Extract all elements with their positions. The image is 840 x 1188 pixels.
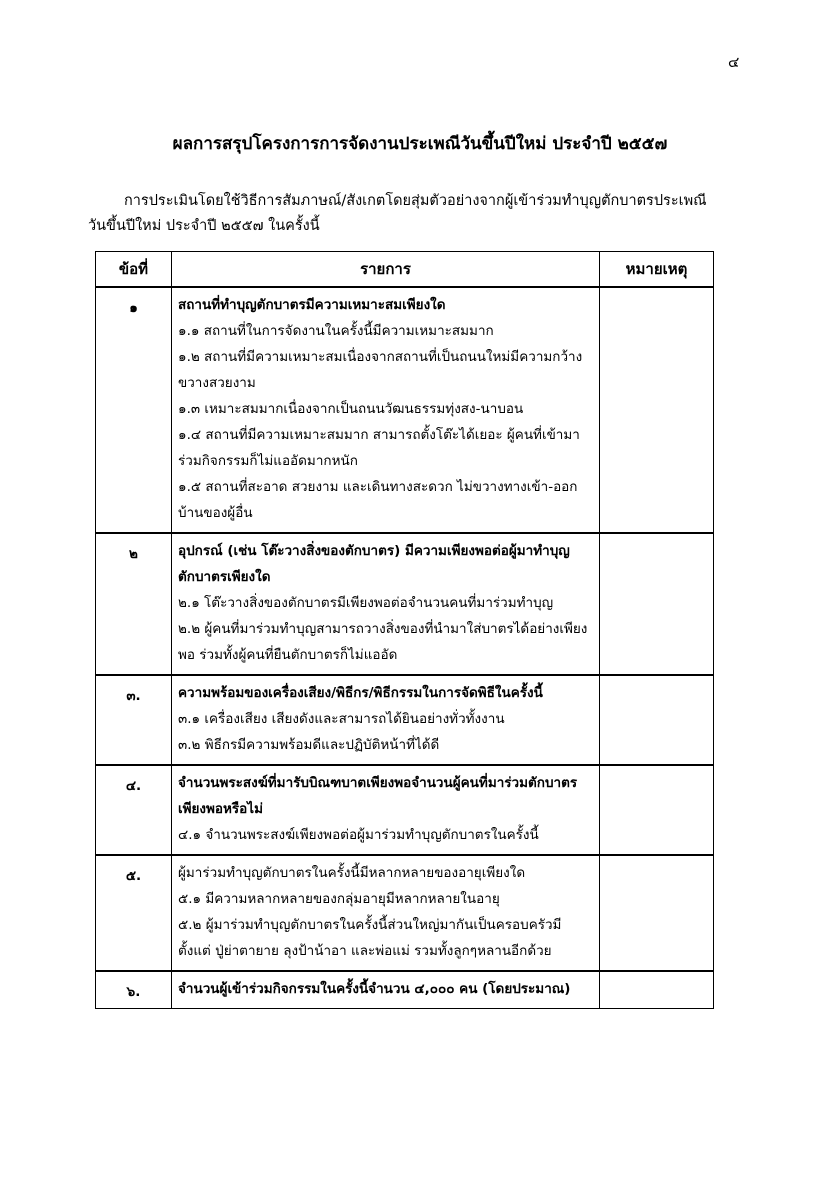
table-row <box>96 533 714 675</box>
row-sub-item: ๑.๒ สถานที่มีความเหมาะสมเนื่องจากสถานที่เป็นถนนใหม่มีความกว้างขวางสวยงาม <box>178 349 583 391</box>
table-header-row <box>96 252 714 288</box>
row-sub-item: ๑.๕ สถานที่สะอาด สวยงาม และเดินทางสะดวก ไม่ขวางทางเข้า-ออกบ้านของผู้อื่น <box>178 479 578 521</box>
row-item <box>172 533 600 675</box>
row-heading: อุปกรณ์ (เช่น โต๊ะวางสิ่งของตักบาตร) มีความเพียงพอต่อผู้มาทำบุญตักบาตรเพียงใด <box>178 543 570 585</box>
row-number: ๖. <box>96 971 172 1009</box>
table-row <box>96 765 714 855</box>
row-number: ๑ <box>96 287 172 533</box>
page-number: ๔ <box>728 53 740 71</box>
row-sub-item: ๕.๑ มีความหลากหลายของกลุ่มอายุมีหลากหลายในอายุ <box>178 891 500 907</box>
row-heading: ผู้มาร่วมทำบุญตักบาตรในครั้งนี้มีหลากหลายของอายุเพียงใด <box>178 865 526 881</box>
document-title: ผลการสรุปโครงการการจัดงานประเพณีวันขึ้นปีใหม่ ประจำปี ๒๕๕๗ <box>172 134 668 154</box>
row-sub-item: ๒.๒ ผู้คนที่มาร่วมทำบุญสามารถวางสิ่งของที่นำมาใส่บาตรได้อย่างเพียงพอ ร่วมทั้งผู้คนที่ยืนตักบาตรก็ไม่แออัด <box>178 621 588 663</box>
table-row <box>96 971 714 1009</box>
row-item <box>172 765 600 855</box>
row-item <box>172 287 600 533</box>
row-note <box>600 287 714 533</box>
row-item <box>172 855 600 971</box>
row-note <box>600 855 714 971</box>
row-number: ๓. <box>96 675 172 765</box>
row-sub-item: ๓.๑ เครื่องเสียง เสียงดังและสามารถได้ยินอย่างทั่วทั้งงาน <box>178 711 505 727</box>
row-heading: จำนวนพระสงฆ์ที่มารับบิณฑบาตเพียงพอจำนวนผู้คนที่มาร่วมตักบาตรเพียงพอหรือไม่ <box>178 775 578 817</box>
row-heading: สถานที่ทำบุญตักบาตรมีความเหมาะสมเพียงใด <box>178 297 446 313</box>
row-note <box>600 533 714 675</box>
row-note <box>600 675 714 765</box>
intro-paragraph <box>88 189 758 239</box>
row-sub-item: ๓.๒ พิธีกรมีความพร้อมดีและปฏิบัติหน้าที่ได้ดี <box>178 737 440 753</box>
row-sub-item: ๑.๓ เหมาะสมมากเนื่องจากเป็นถนนวัฒนธรรมทุ่งสง-นาบอน <box>178 401 524 417</box>
header-item: รายการ <box>172 252 600 288</box>
row-note <box>600 971 714 1009</box>
row-number: ๔. <box>96 765 172 855</box>
row-sub-item: ๕.๒ ผู้มาร่วมทำบุญตักบาตรในครั้งนี้ส่วนใหญ่มากันเป็นครอบครัวมีตั้งแต่ ปู่ย่าตายาย ลุงป้าน้าอา และพ่อแม่ รวมทั้งลูกๆหลานอีกด้วย <box>178 917 562 959</box>
row-sub-item: ๒.๑ โต๊ะวางสิ่งของตักบาตรมีเพียงพอต่อจำนวนคนที่มาร่วมทำบุญ <box>178 595 554 611</box>
row-number: ๒ <box>96 533 172 675</box>
table-row <box>96 675 714 765</box>
row-note <box>600 765 714 855</box>
header-note: หมายเหตุ <box>600 252 714 288</box>
row-number: ๕. <box>96 855 172 971</box>
row-sub-item: ๑.๑ สถานที่ในการจัดงานในครั้งนี้มีความเหมาะสมมาก <box>178 323 494 339</box>
row-item <box>172 675 600 765</box>
table-row <box>96 287 714 533</box>
intro-line-1: การประเมินโดยใช้วิธีการสัมภาษณ์/สังเกตโดยสุ่มตัวอย่างจากผู้เข้าร่วมทำบุญตักบาตรประเพณี <box>124 193 707 209</box>
intro-line-2: วันขึ้นปีใหม่ ประจำปี ๒๕๕๗ ในครั้งนี้ <box>88 218 320 234</box>
row-heading: จำนวนผู้เข้าร่วมกิจกรรมในครั้งนี้จำนวน ๔,๐๐๐ คน (โดยประมาณ) <box>178 981 571 997</box>
row-heading: ความพร้อมของเครื่องเสียง/พิธีกร/พิธีกรรมในการจัดพิธีในครั้งนี้ <box>178 685 543 701</box>
summary-table <box>95 251 714 1009</box>
row-sub-item: ๔.๑ จำนวนพระสงฆ์เพียงพอต่อผู้มาร่วมทำบุญตักบาตรในครั้งนี้ <box>178 827 539 843</box>
table-row <box>96 855 714 971</box>
header-no: ข้อที่ <box>96 252 172 288</box>
row-sub-item: ๑.๔ สถานที่มีความเหมาะสมมาก สามารถตั้งโต๊ะได้เยอะ ผู้คนที่เข้ามาร่วมกิจกรรมก็ไม่แออัดมากหนัก <box>178 427 580 469</box>
row-item <box>172 971 600 1009</box>
